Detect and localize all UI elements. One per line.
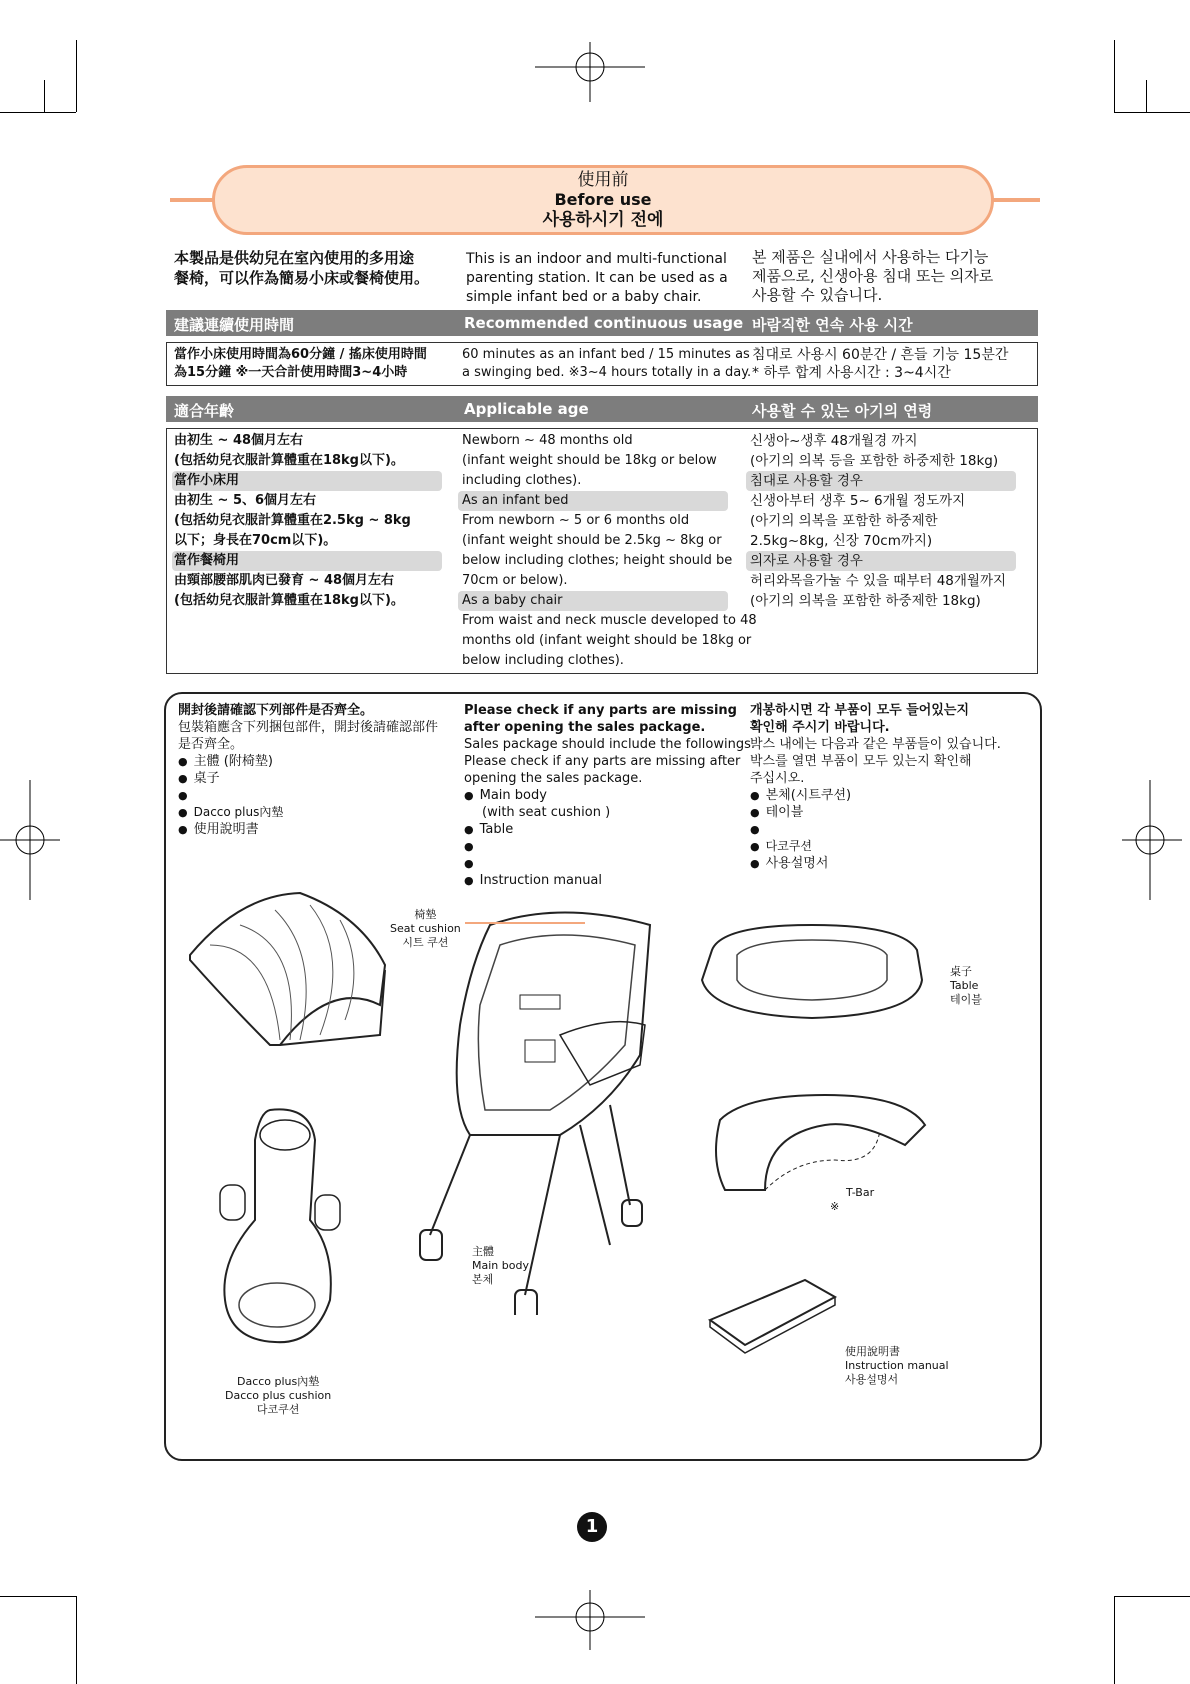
crop-mark: [0, 112, 76, 113]
usage-header-zh: 建議連續使用時間: [174, 316, 295, 334]
age-en: Newborn ~ 48 months old (infant weight should be 18kg or below including clothes). As an infant bed From newborn ~ 5 or 6 months old (infant weight should be 2.5kg ~ 8kg or below including clothes; height should be 70cm or below). As a baby chair From waist and neck muscle developed to 48 months old (infant weight should be 18kg or below including clothes).: [462, 433, 757, 668]
parts-ko: 개봉하시면 각 부품이 모두 들어있는지 확인해 주시기 바랍니다. 박스 내에는 다음과 같은 부품들이 있습니다. 박스를 열면 부품이 모두 있는지 확인해 주십시오. ● 본체(시트쿠션) ● 테이블 ● ● 다코쿠션 ● 사용설명서: [750, 702, 1001, 872]
manual-illustration: [705, 1275, 840, 1355]
usage-header-en: Recommended continuous usage: [464, 314, 744, 332]
registration-mark: [1122, 780, 1182, 900]
title-zh: 使用前: [577, 170, 629, 190]
usage-header-ko: 바람직한 연속 사용 시간: [752, 316, 913, 334]
label-main-body: 主體 Main body 본체: [472, 1245, 529, 1286]
usage-zh: 當作小床使用時間為60分鐘 / 搖床使用時間 為15分鐘 ※一天合計使用時間3~4小時: [174, 347, 427, 380]
registration-mark: [530, 1590, 650, 1650]
tbar-illustration: [705, 1090, 935, 1200]
registration-mark: [530, 42, 650, 102]
label-manual: 使用說明書 Instruction manual 사용설명서: [845, 1345, 949, 1386]
crop-mark: [1114, 1596, 1190, 1597]
dacco-cushion-illustration: [215, 1100, 345, 1350]
crop-mark: [1114, 112, 1190, 113]
crop-mark: [76, 1596, 77, 1684]
canopy-illustration: [180, 885, 390, 1055]
age-header-zh: 適合年齡: [174, 402, 235, 420]
usage-en: 60 minutes as an infant bed / 15 minutes as a swinging bed. ※3~4 hours totally in a day.: [462, 347, 752, 380]
registration-mark: [0, 780, 60, 900]
table-illustration: [692, 920, 932, 1025]
intro-en: This is an indoor and multi-functional parenting station. It can be used as a simple infant bed or a baby chair.: [466, 251, 728, 305]
usage-ko: 침대로 사용시 60분간 / 흔들 기능 15분간 * 하루 합계 사용시간 : 3~4시간: [752, 347, 1009, 381]
crop-mark: [1114, 1596, 1115, 1684]
crop-mark: [1114, 40, 1115, 112]
seat-cushion-leader-line: [465, 920, 585, 926]
title-banner: [212, 165, 994, 235]
label-table: 桌子 Table 테이블: [950, 965, 982, 1006]
label-seat-cushion: 椅墊 Seat cushion 시트 쿠션: [390, 908, 461, 949]
label-dacco: Dacco plus內墊 Dacco plus cushion 다코쿠션: [225, 1375, 332, 1416]
crop-mark: [76, 40, 77, 112]
title-en: Before use: [554, 190, 652, 209]
intro-ko: 본 제품은 실내에서 사용하는 다기능 제품으로, 신생아용 침대 또는 의자로 사용할 수 있습니다.: [752, 248, 994, 304]
usage-header-bar: [166, 310, 1038, 336]
title-ko: 사용하시기 전에: [542, 210, 664, 230]
parts-en: Please check if any parts are missing after opening the sales package. Sales package should include the followings. Please check if any parts are missing after opening the sales package. ● Main body (with seat cushion ) ● Table ● ● ● Instruction manual: [464, 702, 755, 889]
main-body-illustration: [410, 905, 670, 1315]
crop-mark: [0, 1596, 76, 1597]
age-zh: 由初生 ~ 48個月左右 (包括幼兒衣服計算體重在18kg以下)。 當作小床用 由初生 ~ 5、6個月左右 (包括幼兒衣服計算體重在2.5kg ~ 8kg 以下；身長在70cm以下)。 當作餐椅用 由頸部腰部肌肉已發育 ~ 48個月左右 (包括幼兒衣服計算體重在18kg以下)。: [174, 433, 411, 608]
crop-mark: [1146, 80, 1147, 112]
age-header-ko: 사용할 수 있는 아기의 연령: [752, 402, 933, 420]
age-header-en: Applicable age: [464, 400, 589, 418]
page-number: 1: [577, 1512, 607, 1542]
label-tbar: T-Bar ※: [830, 1186, 875, 1213]
intro-zh: 本製品是供幼兒在室內使用的多用途 餐椅，可以作為簡易小床或餐椅使用。: [174, 249, 430, 287]
age-ko: 신생아~생후 48개월경 까지 (아기의 의복 등을 포함한 하중제한 18kg) 침대로 사용할 경우 신생아부터 생후 5~ 6개월 정도까지 (아기의 의복을 포함한 하중제한 2.5kg~8kg, 신장 70cm까지) 의자로 사용할 경우 허리와목을가눌 수 있을 때부터 48개월까지 (아기의 의복을 포함한 하중제한 18kg): [750, 433, 1007, 609]
age-header-bar: [166, 396, 1038, 422]
crop-mark: [44, 80, 45, 112]
parts-zh: 開封後請確認下列部件是否齊全。 包裝箱應含下列捆包部件，開封後請確認部件 是否齊全。 ● 主體 (附椅墊) ● 桌子 ● ● Dacco plus內墊 ● 使用說明書: [178, 702, 438, 838]
